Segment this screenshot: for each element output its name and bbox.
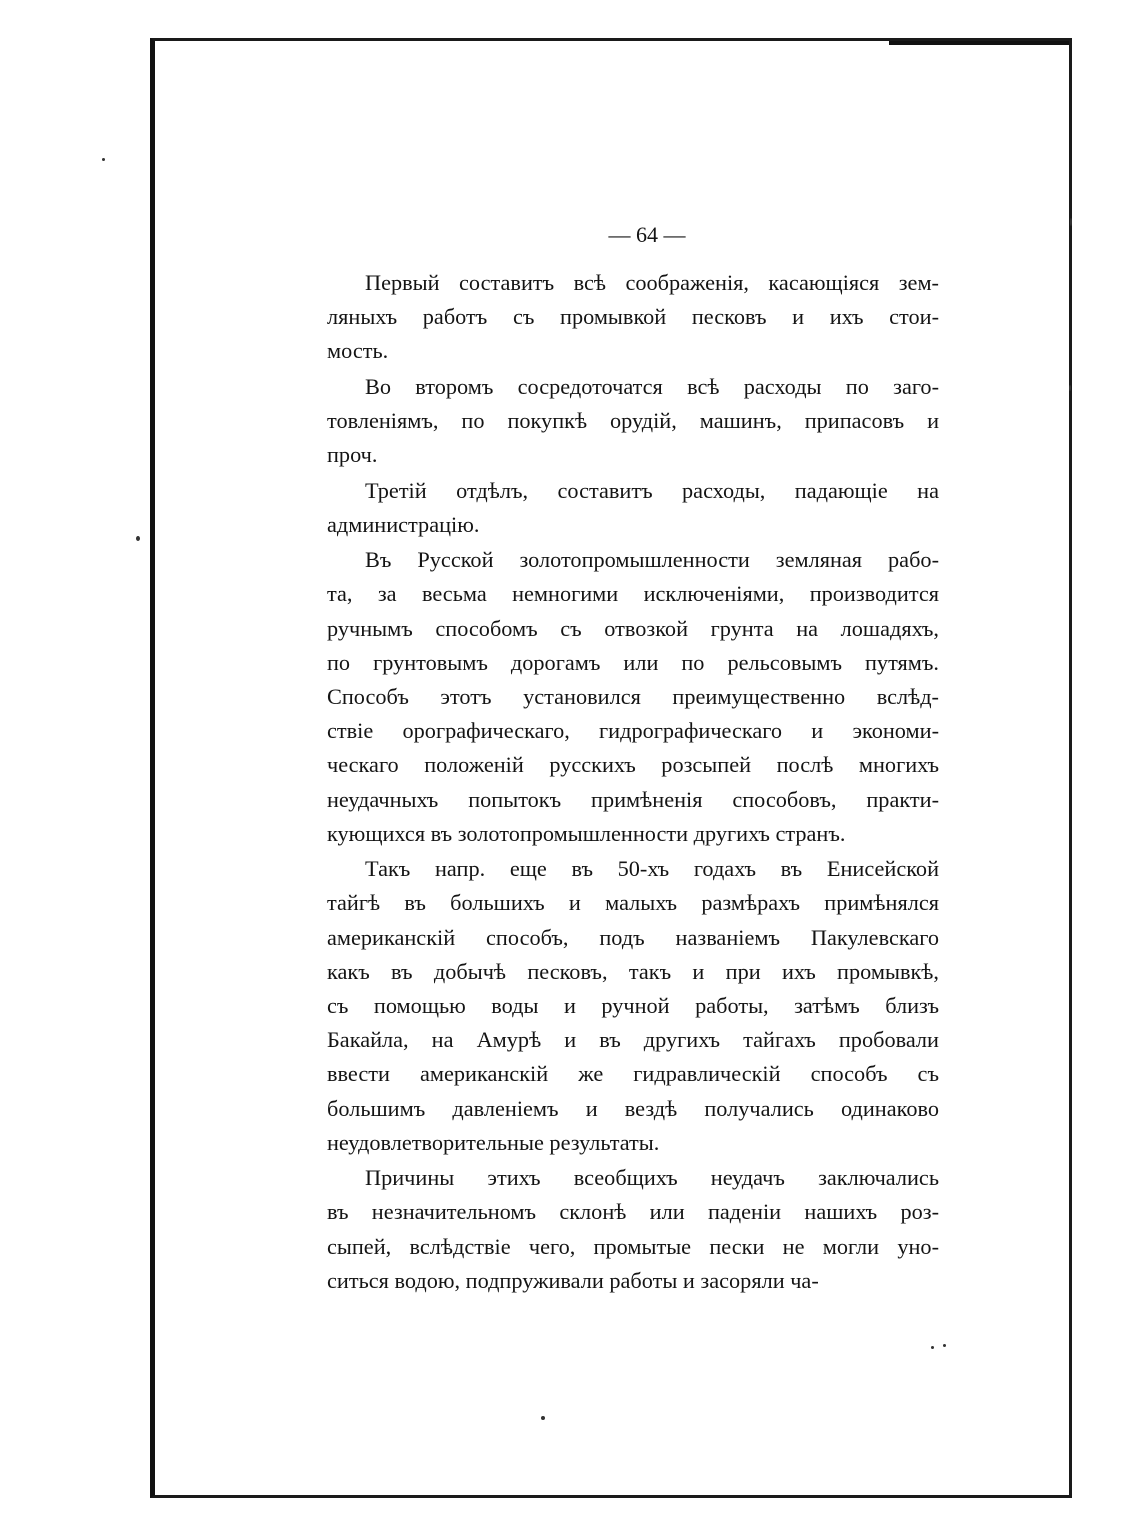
paragraph: [327, 852, 939, 1160]
text-line: администрацію.: [327, 511, 480, 537]
text-line: ввести американскій же гидравлическій способъ съ: [327, 1061, 939, 1087]
text-line: ческаго положеній русскихъ розсыпей послѣ многихъ: [327, 752, 939, 778]
scan-speck: [931, 1346, 934, 1349]
text-line: Третій отдѣлъ, составитъ расходы, падающіе на: [365, 477, 939, 503]
text-line: Способъ этотъ установился преимущественно вслѣд-: [327, 684, 939, 709]
text-line: Первый составитъ всѣ соображенія, касающіяся зем-: [365, 270, 939, 295]
text-line: неудачныхъ попытокъ примѣненія способовъ, практи-: [327, 786, 939, 812]
text-line: ствіе орографическаго, гидрографическаго и экономи-: [327, 718, 939, 744]
text-body: [327, 216, 939, 1299]
text-line: Такъ напр. еще въ 50-хъ годахъ въ Енисейской: [365, 856, 939, 882]
scan-speck: [1069, 385, 1071, 391]
paragraph: [327, 370, 939, 473]
paragraph: [327, 543, 939, 851]
text-line: Въ Русской золотопромышленности земляная рабо-: [365, 547, 939, 573]
paragraphs-container: [327, 266, 939, 1298]
text-line: Во второмъ сосредоточатся всѣ расходы по заго-: [365, 373, 939, 399]
text-line: проч.: [327, 442, 378, 468]
text-line: большимъ давленіемъ и вездѣ получались одинаково: [327, 1095, 939, 1121]
text-line: тайгѣ въ большихъ и малыхъ размѣрахъ примѣнялся: [327, 890, 939, 916]
text-line: сыпей, вслѣдствіе чего, промытые пески не могли уно-: [327, 1233, 939, 1259]
scan-speck: [136, 536, 140, 541]
paragraph: [327, 474, 939, 542]
text-line: Причины этихъ всеобщихъ неудачъ заключались: [365, 1165, 939, 1191]
text-line: та, за весьма немногими исключеніями, производится: [327, 581, 939, 607]
scan-speck: [943, 1344, 946, 1347]
text-line: въ незначительномъ склонѣ или паденіи нашихъ роз-: [327, 1199, 939, 1225]
scan-speck: [541, 1416, 545, 1420]
text-line: товленіямъ, по покупкѣ орудій, машинъ, припасовъ и: [327, 408, 939, 433]
scan-speck: [102, 158, 105, 161]
text-line: мость.: [327, 338, 389, 364]
text-line: ручнымъ способомъ съ отвозкой грунта на лошадяхъ,: [327, 615, 939, 641]
scan-speck: [1070, 218, 1072, 226]
page-number: — 64 —: [608, 222, 686, 247]
text-line: съ помощью воды и ручной работы, затѣмъ близъ: [327, 993, 939, 1019]
text-line: неудовлетворительные результаты.: [327, 1129, 660, 1155]
text-line: кующихся въ золотопромышленности другихъ странъ.: [327, 820, 846, 846]
text-line: по грунтовымъ дорогамъ или по рельсовымъ путямъ.: [327, 649, 939, 675]
paragraph: [327, 266, 939, 369]
text-line: ляныхъ работъ съ промывкой песковъ и ихъ стои-: [327, 304, 939, 330]
paragraph: [327, 1161, 939, 1298]
text-line: американскій способъ, подъ названіемъ Пакулевскаго: [327, 924, 939, 950]
text-line: Бакайла, на Амурѣ и въ другихъ тайгахъ пробовали: [327, 1027, 939, 1053]
text-line: какъ въ добычѣ песковъ, такъ и при ихъ промывкѣ,: [327, 958, 939, 984]
text-line: ситься водою, подпруживали работы и засоряли ча-: [327, 1267, 819, 1293]
